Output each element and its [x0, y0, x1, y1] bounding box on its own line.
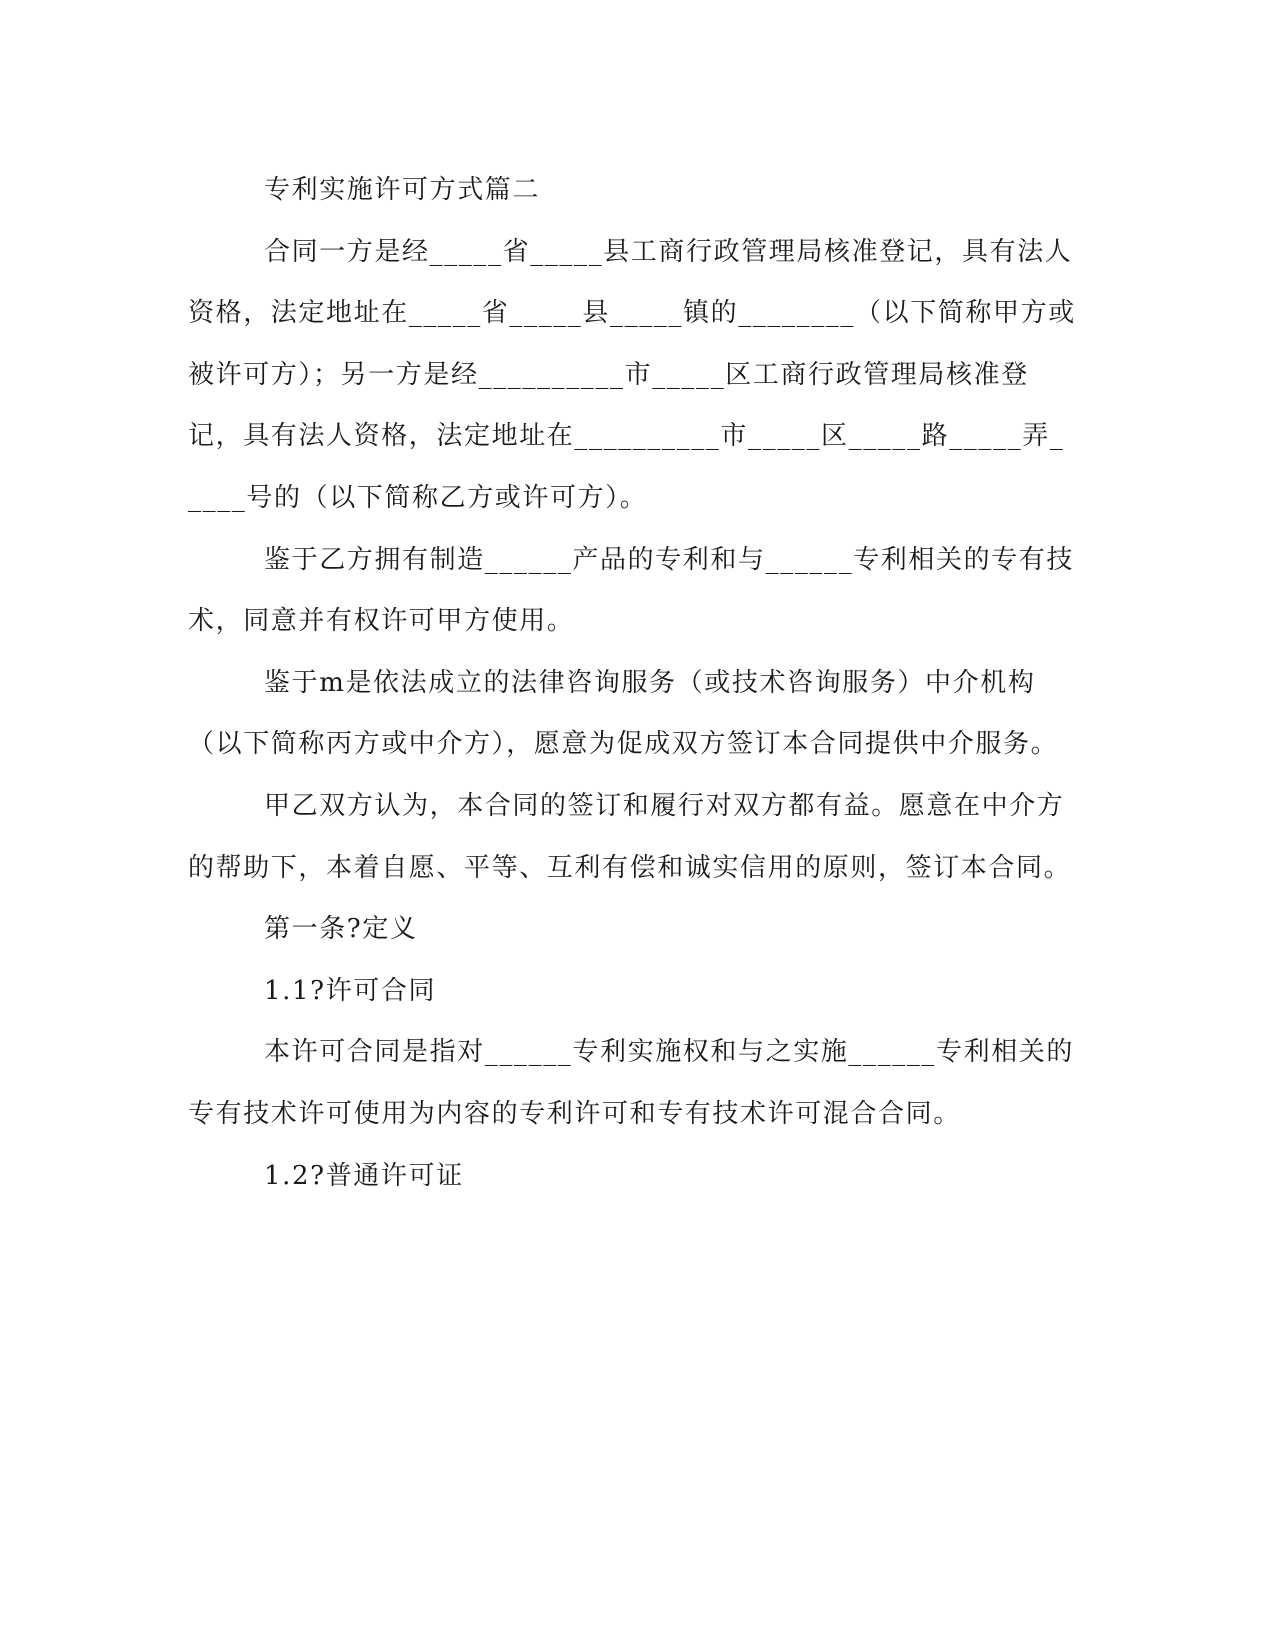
section-1-2-heading: 1.2?普通许可证	[264, 1160, 464, 1191]
section-1-1-text: 本许可合同是指对______专利实施权和与之实施______专利相关的专有技术许可使用为内容的专利许可和专有技术许可混合合同。	[188, 1037, 1075, 1129]
article-1-heading: 第一条?定义	[264, 914, 418, 945]
document-title: 专利实施许可方式篇二	[264, 175, 541, 205]
paragraph-parties: 合同一方是经_____省_____县工商行政管理局核准登记，具有法人资格，法定地址在_____省_____县_____镇的________（以下简称甲方或被许可方）；另一方是经__________市_____区工商行政管理局核准登记，具有法人资格，法定地址在__________市_____区_____路_____弄_____号的（以下简称乙方或许可方）。	[188, 236, 1076, 513]
paragraph-intermediary: 鉴于m是依法成立的法律咨询服务（或技术咨询服务）中介机构（以下简称丙方或中介方），愿意为促成双方签订本合同提供中介服务。	[188, 667, 1059, 760]
document-body	[188, 160, 1078, 1207]
paragraph-patent-ownership: 鉴于乙方拥有制造______产品的专利和与______专利相关的专有技术，同意并有权许可甲方使用。	[188, 544, 1075, 637]
paragraph-mutual-benefit: 甲乙双方认为，本合同的签订和履行对双方都有益。愿意在中介方的帮助下，本着自愿、平等、互利有偿和诚实信用的原则，签订本合同。	[188, 790, 1072, 883]
section-1-1-heading: 1.1?许可合同	[264, 975, 437, 1006]
